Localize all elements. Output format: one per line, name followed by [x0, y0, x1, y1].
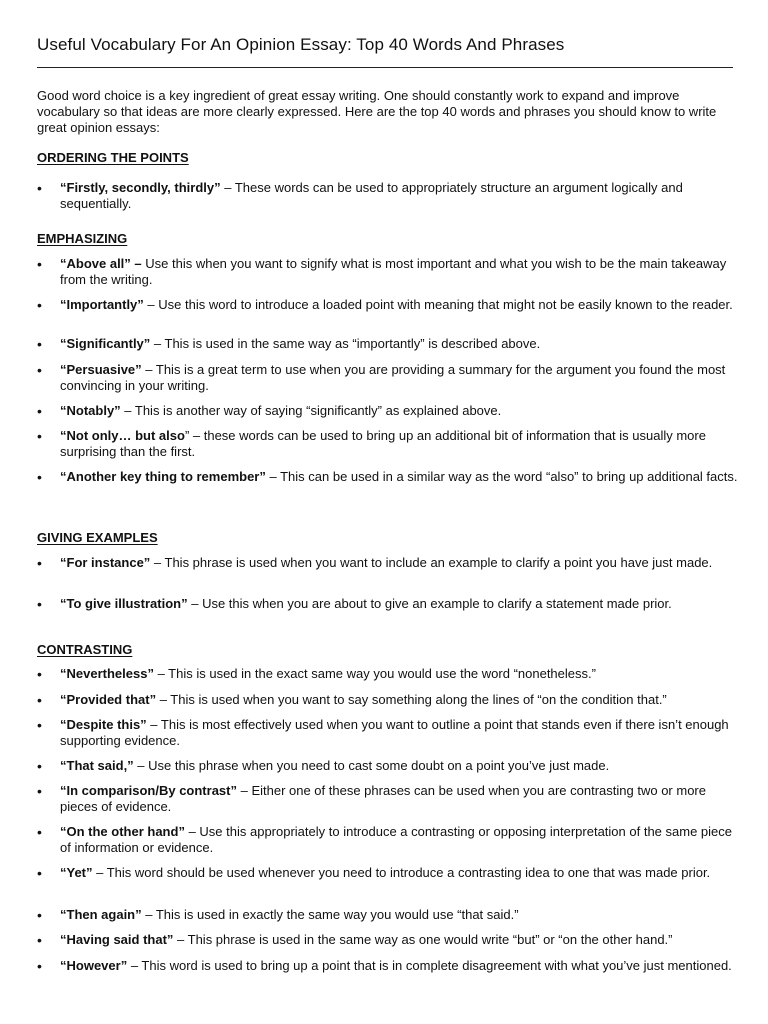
list-item [37, 666, 742, 682]
term: “Yet” [60, 865, 93, 880]
list-item [37, 717, 742, 749]
bullet-icon: • [37, 958, 42, 974]
list-item [37, 824, 742, 856]
definition: – Use this phrase when you need to cast some doubt on a point you’ve just made. [133, 758, 610, 773]
term: “Notably” [60, 403, 121, 418]
section-heading-emphasizing: EMPHASIZING [37, 231, 128, 246]
list-item [37, 428, 742, 460]
definition: – This is used in the same way as “importantly” is described above. [150, 336, 541, 351]
list-item [37, 469, 742, 485]
definition: – Either one of these phrases can be used when you are contrasting two or more pieces of evidence. [60, 783, 706, 814]
definition: – This word is used to bring up a point that is in complete disagreement with what you’ve just mentioned. [127, 958, 732, 973]
list-item [37, 403, 742, 419]
bullet-icon: • [37, 596, 42, 612]
bullet-icon: • [37, 403, 42, 419]
list-item [37, 362, 742, 394]
list-item [37, 758, 742, 774]
definition: – Use this word to introduce a loaded point with meaning that might not be easily known to the reader. [143, 297, 733, 312]
term: “Above all” – [60, 256, 142, 271]
title-underline-rule [37, 67, 733, 68]
definition: – Use this when you are about to give an example to clarify a statement made prior. [187, 596, 672, 611]
bullet-icon: • [37, 824, 42, 840]
list-item [37, 932, 742, 948]
bullet-icon: • [37, 297, 42, 313]
definition: – This is another way of saying “significantly” as explained above. [120, 403, 502, 418]
definition: ” – these words can be used to bring up an additional bit of information that is usually more surprising than the first. [60, 428, 706, 459]
term: “To give illustration” [60, 596, 188, 611]
term: “For instance” [60, 555, 151, 570]
bullet-icon: • [37, 469, 42, 485]
list-item [37, 865, 742, 881]
term: “Another key thing to remember” [60, 469, 266, 484]
term: “Nevertheless” [60, 666, 154, 681]
bullet-icon: • [37, 692, 42, 708]
bullet-icon: • [37, 336, 42, 352]
bullet-icon: • [37, 428, 42, 444]
bullet-icon: • [37, 256, 42, 272]
definition: – This is used in exactly the same way you would use “that said.” [141, 907, 519, 922]
term: “That said,” [60, 758, 134, 773]
term: “Significantly” [60, 336, 151, 351]
definition: – Use this appropriately to introduce a contrasting or opposing interpretation of the same piece of information or evidence. [60, 824, 732, 855]
list-item [37, 297, 742, 313]
bullet-icon: • [37, 717, 42, 733]
bullet-icon: • [37, 865, 42, 881]
list-item [37, 555, 742, 571]
bullet-icon: • [37, 362, 42, 378]
definition: – These words can be used to appropriately structure an argument logically and sequentially. [60, 180, 683, 211]
term: “Having said that” [60, 932, 174, 947]
list-item [37, 907, 742, 923]
definition: – This can be used in a similar way as the word “also” to bring up additional facts. [265, 469, 738, 484]
list-item [37, 256, 742, 288]
list-item [37, 180, 742, 212]
term: “Importantly” [60, 297, 144, 312]
definition: – This is used in the exact same way you would use the word “nonetheless.” [153, 666, 596, 681]
term: “Not only… but also [60, 428, 185, 443]
bullet-icon: • [37, 758, 42, 774]
document-title: Useful Vocabulary For An Opinion Essay: Top 40 Words And Phrases [37, 35, 565, 54]
list-item [37, 692, 742, 708]
definition: – This phrase is used in the same way as one would write “but” or “on the other hand.” [173, 932, 673, 947]
section-heading-ordering: ORDERING THE POINTS [37, 150, 189, 165]
section-heading-giving-examples: GIVING EXAMPLES [37, 530, 158, 545]
definition: – This word should be used whenever you need to introduce a contrasting idea to one that was made prior. [92, 865, 711, 880]
term: “Firstly, secondly, thirdly” [60, 180, 221, 195]
definition: – This is used when you want to say something along the lines of “on the condition that.” [156, 692, 667, 707]
list-item [37, 596, 742, 612]
bullet-icon: • [37, 907, 42, 923]
bullet-icon: • [37, 180, 42, 196]
definition: Use this when you want to signify what is most important and what you wish to be the main takeaway from the writing. [60, 256, 727, 287]
term: “However” [60, 958, 128, 973]
term: “In comparison/By contrast” [60, 783, 237, 798]
list-item [37, 958, 742, 974]
term: “Despite this” [60, 717, 147, 732]
list-item [37, 783, 742, 815]
bullet-icon: • [37, 555, 42, 571]
term: “Provided that” [60, 692, 157, 707]
definition: – This is most effectively used when you want to outline a point that stands even if there isn’t enough supporting evidence. [60, 717, 729, 748]
bullet-icon: • [37, 666, 42, 682]
term: “Persuasive” [60, 362, 142, 377]
section-heading-contrasting: CONTRASTING [37, 642, 133, 657]
term: “On the other hand” [60, 824, 185, 839]
bullet-icon: • [37, 783, 42, 799]
intro-paragraph: Good word choice is a key ingredient of great essay writing. One should constantly work to expand and improve vocabulary so that ideas are more clearly expressed. Here are the top 40 words and phrases you should know to write great opinion essays: [37, 88, 717, 135]
term: “Then again” [60, 907, 142, 922]
definition: – This is a great term to use when you are providing a summary for the argument you found the most convincing in your writing. [60, 362, 726, 393]
definition: – This phrase is used when you want to include an example to clarify a point you have just made. [150, 555, 713, 570]
list-item [37, 336, 742, 352]
bullet-icon: • [37, 932, 42, 948]
